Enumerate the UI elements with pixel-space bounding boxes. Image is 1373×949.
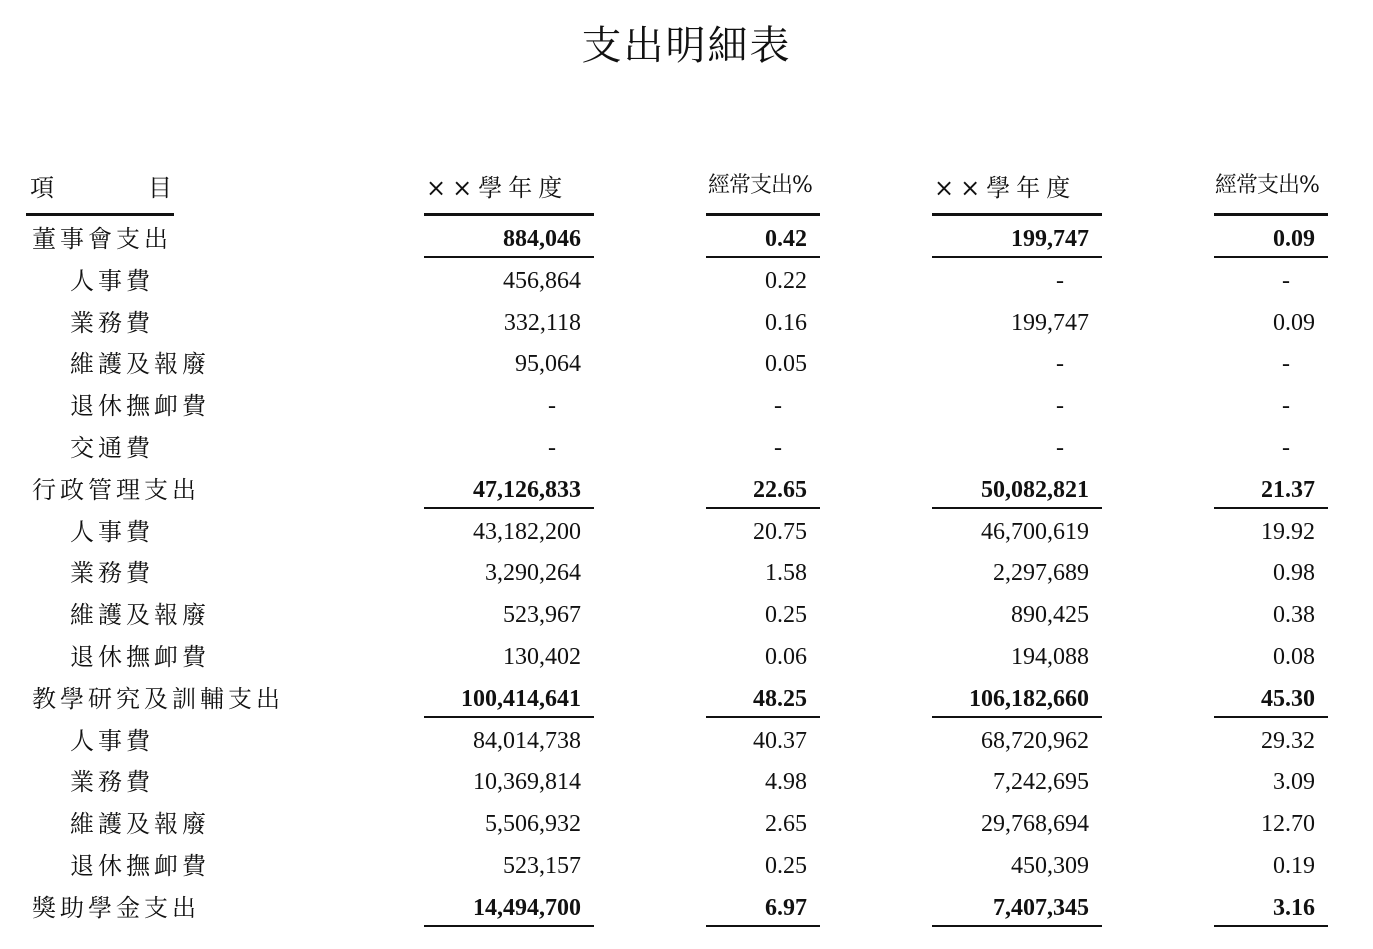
- value-year-2: 199,747: [1011, 226, 1089, 252]
- category-underline: [424, 925, 594, 927]
- header-item-part-a: 項: [30, 174, 54, 202]
- value-year-2: 29,768,694: [981, 811, 1089, 838]
- percent-year-2: 0.38: [1273, 602, 1315, 629]
- row-label: 業務費: [70, 559, 154, 588]
- category-underline: [932, 507, 1102, 509]
- category-underline: [706, 716, 820, 718]
- header-rule-item: [26, 213, 174, 216]
- percent-year-1: 40.37: [753, 727, 807, 754]
- table-row: [0, 761, 1373, 803]
- table-row: [0, 427, 1373, 469]
- percent-year-1: 0.05: [765, 351, 807, 378]
- header-item-part-b: 目: [148, 174, 172, 202]
- table-row-category: [0, 469, 1373, 511]
- value-year-2: 890,425: [1011, 602, 1089, 629]
- percent-year-1: 1.58: [765, 560, 807, 587]
- value-year-1: 14,494,700: [473, 894, 581, 921]
- percent-year-1: 20.75: [753, 518, 807, 545]
- row-label: 業務費: [70, 308, 154, 337]
- category-underline: [424, 507, 594, 509]
- row-label: 維護及報廢: [70, 350, 210, 379]
- value-year-1: -: [548, 393, 556, 420]
- percent-year-1: 0.22: [765, 267, 807, 294]
- row-label: 退休撫卹費: [70, 643, 210, 671]
- category-underline: [1214, 925, 1328, 927]
- row-label: 人事費: [70, 266, 154, 295]
- table-row: [0, 720, 1373, 762]
- value-year-1: 10,369,814: [473, 769, 581, 796]
- percent-year-1: -: [774, 393, 782, 420]
- percent-year-1: 0.16: [765, 309, 807, 336]
- percent-year-1: 22.65: [753, 476, 807, 503]
- table-row-category: [0, 218, 1373, 260]
- value-year-1: 884,046: [503, 226, 581, 252]
- header-rule-percent-2: [1214, 213, 1328, 216]
- value-year-1: 95,064: [515, 351, 581, 378]
- table-row: [0, 845, 1373, 887]
- percent-year-1: 0.25: [765, 602, 807, 629]
- value-year-1: 100,414,641: [461, 685, 581, 712]
- value-year-2: 50,082,821: [981, 476, 1089, 503]
- percent-year-2: 3.16: [1273, 894, 1315, 921]
- value-year-2: -: [1056, 267, 1064, 294]
- table-row-category: [0, 678, 1373, 720]
- category-underline: [424, 716, 594, 718]
- percent-year-2: 0.08: [1273, 644, 1315, 670]
- percent-year-2: 3.09: [1273, 769, 1315, 796]
- value-year-2: 68,720,962: [981, 727, 1089, 754]
- header-percent-2: 經常支出%: [1215, 173, 1319, 198]
- percent-year-2: 19.92: [1261, 518, 1315, 545]
- percent-year-1: 6.97: [765, 894, 807, 921]
- percent-year-2: 0.09: [1273, 226, 1315, 252]
- value-year-1: 523,157: [503, 853, 581, 879]
- header-rule-percent-1: [706, 213, 820, 216]
- percent-year-2: 45.30: [1261, 685, 1315, 712]
- row-label: 維護及報廢: [70, 601, 210, 630]
- row-label: 人事費: [70, 726, 154, 755]
- percent-year-1: 0.42: [765, 226, 807, 252]
- category-underline: [1214, 256, 1328, 258]
- value-year-2: 7,242,695: [993, 769, 1089, 796]
- percent-year-2: 29.32: [1261, 727, 1315, 754]
- value-year-2: 194,088: [1011, 644, 1089, 670]
- value-year-2: 106,182,660: [969, 685, 1089, 712]
- header-year-2: ××學年度: [934, 174, 1077, 202]
- percent-year-2: -: [1282, 351, 1290, 378]
- page-title: 支出明細表: [581, 23, 792, 69]
- value-year-1: 130,402: [503, 644, 581, 670]
- value-year-1: 84,014,738: [473, 727, 581, 754]
- row-label: 董事會支出: [32, 225, 172, 253]
- row-label: 退休撫卹費: [70, 392, 210, 421]
- percent-year-2: -: [1282, 393, 1290, 420]
- table-row: [0, 803, 1373, 845]
- value-year-1: 332,118: [503, 309, 581, 336]
- value-year-1: 456,864: [503, 267, 581, 294]
- percent-year-2: 0.09: [1273, 309, 1315, 336]
- row-label: 交通費: [70, 434, 154, 462]
- percent-year-2: 0.19: [1273, 853, 1315, 879]
- percent-year-1: -: [774, 435, 782, 461]
- header-year-1: ××學年度: [426, 174, 569, 202]
- percent-year-2: 21.37: [1261, 476, 1315, 503]
- percent-year-2: -: [1282, 267, 1290, 294]
- table-row: [0, 511, 1373, 553]
- value-year-1: 523,967: [503, 602, 581, 629]
- table-row: [0, 594, 1373, 636]
- value-year-2: -: [1056, 393, 1064, 420]
- value-year-2: 2,297,689: [993, 560, 1089, 587]
- table-row: [0, 385, 1373, 427]
- value-year-1: 3,290,264: [485, 560, 581, 587]
- category-underline: [706, 256, 820, 258]
- category-underline: [1214, 507, 1328, 509]
- percent-year-2: -: [1282, 435, 1290, 461]
- percent-year-1: 2.65: [765, 811, 807, 838]
- header-rule-year-2: [932, 213, 1102, 216]
- value-year-1: 43,182,200: [473, 518, 581, 545]
- value-year-1: 47,126,833: [473, 476, 581, 503]
- table-row: [0, 260, 1373, 302]
- category-underline: [932, 925, 1102, 927]
- value-year-2: 7,407,345: [993, 894, 1089, 921]
- row-label: 行政管理支出: [32, 475, 200, 504]
- value-year-2: 46,700,619: [981, 518, 1089, 545]
- value-year-1: -: [548, 435, 556, 461]
- table-row: [0, 302, 1373, 344]
- category-underline: [424, 256, 594, 258]
- value-year-2: 199,747: [1011, 309, 1089, 336]
- value-year-2: -: [1056, 351, 1064, 378]
- category-underline: [706, 507, 820, 509]
- table-row: [0, 552, 1373, 594]
- row-label: 維護及報廢: [70, 810, 210, 839]
- row-label: 退休撫卹費: [70, 852, 210, 880]
- percent-year-1: 48.25: [753, 685, 807, 712]
- value-year-2: 450,309: [1011, 853, 1089, 879]
- value-year-1: 5,506,932: [485, 811, 581, 838]
- table-row-category: [0, 887, 1373, 929]
- category-underline: [932, 716, 1102, 718]
- percent-year-1: 4.98: [765, 769, 807, 796]
- category-underline: [1214, 716, 1328, 718]
- table-row: [0, 343, 1373, 385]
- header-rule-year-1: [424, 213, 594, 216]
- percent-year-1: 0.25: [765, 853, 807, 879]
- category-underline: [706, 925, 820, 927]
- header-percent-1: 經常支出%: [708, 173, 812, 198]
- percent-year-1: 0.06: [765, 644, 807, 670]
- value-year-2: -: [1056, 435, 1064, 461]
- row-label: 人事費: [70, 517, 154, 546]
- row-label: 業務費: [70, 768, 154, 797]
- table-row: [0, 636, 1373, 678]
- category-underline: [932, 256, 1102, 258]
- percent-year-2: 12.70: [1261, 811, 1315, 838]
- row-label: 教學研究及訓輔支出: [32, 684, 284, 713]
- row-label: 獎助學金支出: [32, 893, 200, 922]
- percent-year-2: 0.98: [1273, 560, 1315, 587]
